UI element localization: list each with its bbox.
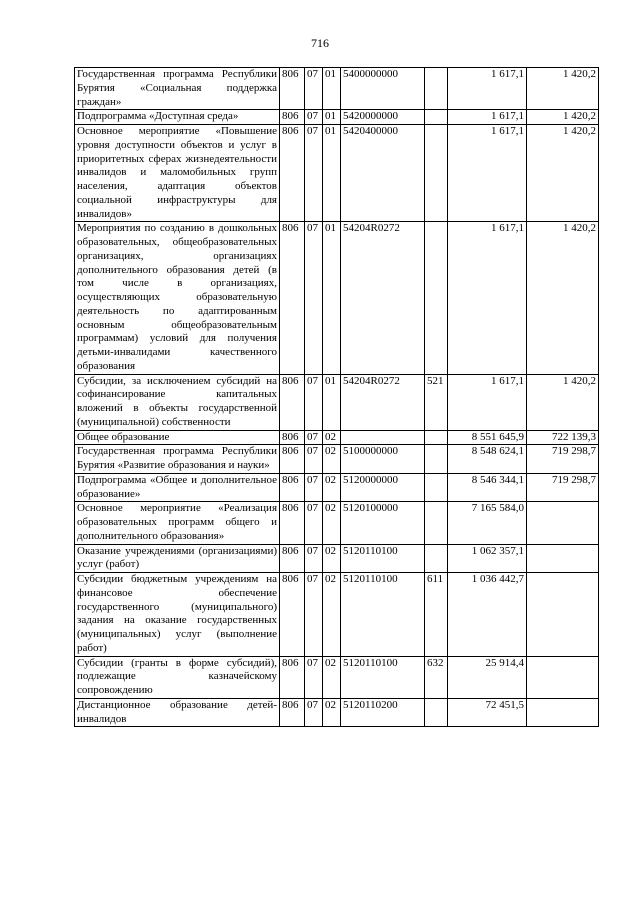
row-amount-2-cell: 1 420,2	[527, 110, 599, 125]
row-amount-2-cell	[527, 573, 599, 657]
row-subsection-cell: 02	[323, 544, 341, 573]
row-section-cell: 07	[305, 656, 323, 698]
table-row	[75, 430, 599, 445]
table-row	[75, 125, 599, 222]
budget-table-body	[75, 68, 599, 727]
row-name-cell: Дистанционное образование детей-инвалидов	[75, 698, 280, 727]
row-expense-type-cell: 521	[425, 374, 448, 430]
table-row	[75, 374, 599, 430]
row-grbs-cell: 806	[280, 68, 305, 110]
row-grbs-cell: 806	[280, 656, 305, 698]
row-target-article-cell: 5420400000	[341, 125, 425, 222]
page-number: 716	[311, 36, 329, 50]
row-amount-2-cell: 719 298,7	[527, 473, 599, 502]
row-section-cell: 07	[305, 430, 323, 445]
row-grbs-cell: 806	[280, 573, 305, 657]
row-name-cell: Общее образование	[75, 430, 280, 445]
row-name-cell: Субсидии, за исключением субсидий на софинансирование капитальных вложений в объекты государственной (муниципальной) собственности	[75, 374, 280, 430]
row-amount-1-cell: 8 551 645,9	[448, 430, 527, 445]
row-name-cell: Основное мероприятие «Реализация образовательных программ общего и дополнительного образования»	[75, 502, 280, 544]
row-amount-1-cell: 7 165 584,0	[448, 502, 527, 544]
row-amount-1-cell: 1 617,1	[448, 374, 527, 430]
row-expense-type-cell	[425, 445, 448, 474]
row-subsection-cell: 02	[323, 445, 341, 474]
row-amount-2-cell	[527, 502, 599, 544]
row-subsection-cell: 01	[323, 68, 341, 110]
row-section-cell: 07	[305, 125, 323, 222]
row-section-cell: 07	[305, 222, 323, 374]
row-target-article-cell: 5120110100	[341, 573, 425, 657]
row-section-cell: 07	[305, 573, 323, 657]
row-amount-1-cell: 8 548 624,1	[448, 445, 527, 474]
table-row	[75, 473, 599, 502]
row-name-cell: Оказание учреждениями (организациями) услуг (работ)	[75, 544, 280, 573]
row-name-cell: Субсидии (гранты в форме субсидий), подлежащие казначейскому сопровождению	[75, 656, 280, 698]
row-name-cell: Мероприятия по созданию в дошкольных образовательных, общеобразовательных организациях, организациях дополнительного образования детей (в том числе в организациях, осуществляющих образовательную деятельность по адаптированным основным общеобразовательным программам) условий для получения детьми-инвалидами качественного образования	[75, 222, 280, 374]
row-expense-type-cell: 632	[425, 656, 448, 698]
row-section-cell: 07	[305, 502, 323, 544]
row-name-cell: Основное мероприятие «Повышение уровня доступности объектов и услуг в приоритетных сферах жизнедеятельности инвалидов и маломобильных групп населения, адаптация объектов социальной инфраструктуры для инвалидов»	[75, 125, 280, 222]
row-subsection-cell: 01	[323, 222, 341, 374]
table-row	[75, 544, 599, 573]
table-row	[75, 222, 599, 374]
table-row	[75, 656, 599, 698]
table-row	[75, 68, 599, 110]
row-subsection-cell: 02	[323, 573, 341, 657]
row-grbs-cell: 806	[280, 125, 305, 222]
row-target-article-cell: 5120110100	[341, 656, 425, 698]
row-amount-2-cell: 719 298,7	[527, 445, 599, 474]
row-amount-2-cell	[527, 544, 599, 573]
row-amount-2-cell: 1 420,2	[527, 374, 599, 430]
row-target-article-cell: 5100000000	[341, 445, 425, 474]
row-expense-type-cell	[425, 473, 448, 502]
row-amount-1-cell: 8 546 344,1	[448, 473, 527, 502]
row-subsection-cell: 01	[323, 110, 341, 125]
row-section-cell: 07	[305, 445, 323, 474]
row-target-article-cell: 5120100000	[341, 502, 425, 544]
row-name-cell: Субсидии бюджетным учреждениям на финансовое обеспечение государственного (муниципального) задания на оказание государственных (муниципальных) услуг (выполнение работ)	[75, 573, 280, 657]
row-section-cell: 07	[305, 110, 323, 125]
row-grbs-cell: 806	[280, 222, 305, 374]
row-section-cell: 07	[305, 473, 323, 502]
row-target-article-cell: 5400000000	[341, 68, 425, 110]
row-amount-2-cell: 1 420,2	[527, 125, 599, 222]
row-amount-1-cell: 1 036 442,7	[448, 573, 527, 657]
row-amount-1-cell: 1 617,1	[448, 125, 527, 222]
row-subsection-cell: 01	[323, 125, 341, 222]
row-expense-type-cell	[425, 698, 448, 727]
row-expense-type-cell	[425, 110, 448, 125]
table-row	[75, 445, 599, 474]
row-grbs-cell: 806	[280, 544, 305, 573]
row-target-article-cell: 54204R0272	[341, 222, 425, 374]
row-target-article-cell: 5420000000	[341, 110, 425, 125]
row-grbs-cell: 806	[280, 502, 305, 544]
row-grbs-cell: 806	[280, 698, 305, 727]
row-subsection-cell: 01	[323, 374, 341, 430]
row-grbs-cell: 806	[280, 473, 305, 502]
row-grbs-cell: 806	[280, 430, 305, 445]
row-amount-2-cell: 1 420,2	[527, 222, 599, 374]
row-target-article-cell: 5120110100	[341, 544, 425, 573]
budget-table	[74, 67, 599, 727]
table-row	[75, 502, 599, 544]
row-target-article-cell	[341, 430, 425, 445]
row-amount-2-cell	[527, 698, 599, 727]
table-row	[75, 573, 599, 657]
row-amount-1-cell: 72 451,5	[448, 698, 527, 727]
row-amount-1-cell: 1 617,1	[448, 222, 527, 374]
row-amount-1-cell: 1 617,1	[448, 68, 527, 110]
table-row	[75, 110, 599, 125]
row-amount-2-cell: 722 139,3	[527, 430, 599, 445]
row-name-cell: Государственная программа Республики Бурятия «Развитие образования и науки»	[75, 445, 280, 474]
row-subsection-cell: 02	[323, 430, 341, 445]
row-name-cell: Подпрограмма «Доступная среда»	[75, 110, 280, 125]
row-expense-type-cell	[425, 125, 448, 222]
row-subsection-cell: 02	[323, 698, 341, 727]
row-grbs-cell: 806	[280, 445, 305, 474]
row-grbs-cell: 806	[280, 110, 305, 125]
row-section-cell: 07	[305, 544, 323, 573]
row-expense-type-cell	[425, 68, 448, 110]
row-expense-type-cell	[425, 544, 448, 573]
row-amount-2-cell: 1 420,2	[527, 68, 599, 110]
row-section-cell: 07	[305, 374, 323, 430]
row-target-article-cell: 54204R0272	[341, 374, 425, 430]
row-target-article-cell: 5120000000	[341, 473, 425, 502]
row-expense-type-cell	[425, 430, 448, 445]
row-amount-1-cell: 25 914,4	[448, 656, 527, 698]
table-row	[75, 698, 599, 727]
row-section-cell: 07	[305, 68, 323, 110]
row-amount-1-cell: 1 617,1	[448, 110, 527, 125]
row-target-article-cell: 5120110200	[341, 698, 425, 727]
row-amount-2-cell	[527, 656, 599, 698]
row-expense-type-cell	[425, 222, 448, 374]
row-amount-1-cell: 1 062 357,1	[448, 544, 527, 573]
row-section-cell: 07	[305, 698, 323, 727]
row-expense-type-cell: 611	[425, 573, 448, 657]
row-grbs-cell: 806	[280, 374, 305, 430]
row-name-cell: Подпрограмма «Общее и дополнительное образование»	[75, 473, 280, 502]
row-subsection-cell: 02	[323, 656, 341, 698]
row-expense-type-cell	[425, 502, 448, 544]
row-subsection-cell: 02	[323, 502, 341, 544]
row-subsection-cell: 02	[323, 473, 341, 502]
row-name-cell: Государственная программа Республики Бурятия «Социальная поддержка граждан»	[75, 68, 280, 110]
